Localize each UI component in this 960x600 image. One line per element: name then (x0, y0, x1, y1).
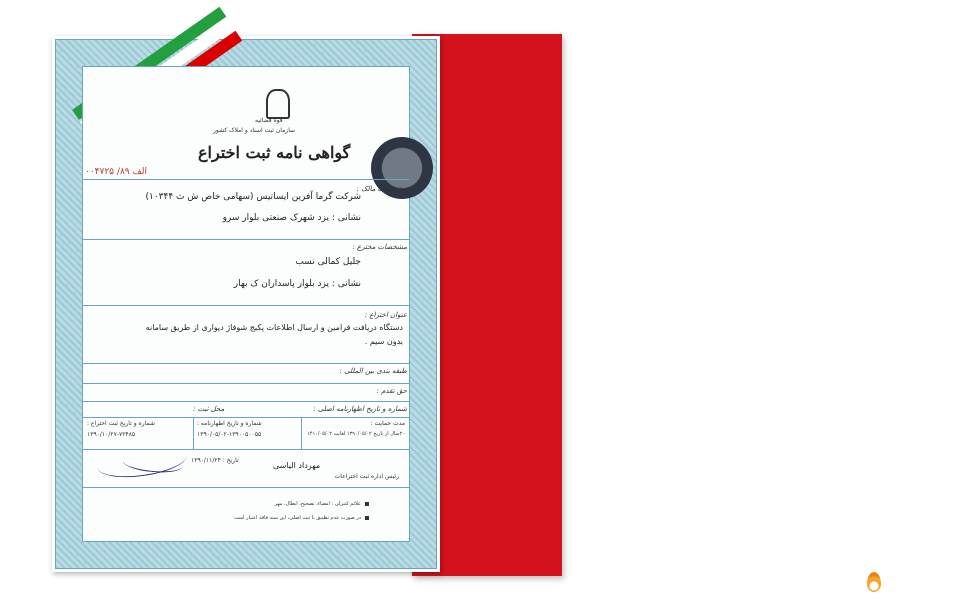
registration-label: شماره و تاریخ ثبت اختراع : (87, 420, 155, 427)
priority-label: حق تقدم : (376, 387, 407, 395)
validity-value: ۲۰سال از تاریخ ۱۳۹۰/۰۵/۰۲ لغایت ۱۴۱۰/۰۵/۰۲ (307, 431, 405, 437)
application-label: شماره و تاریخ اظهارنامه : (197, 420, 262, 427)
application-value: ۱۳۹۰/۰۵/۰۲-۱۳۹۰۰۵۰۰۵۵ (197, 431, 262, 438)
divider (83, 383, 409, 384)
inventor-label: مشخصات مخترع : (352, 243, 407, 251)
registration-value: ۱۳۹۰/۱۰/۲۷-۷۲۴۸۵ (87, 431, 136, 438)
official-title: رئیس اداره ثبت اختراعات (334, 473, 399, 480)
divider (83, 401, 409, 402)
flame-icon (867, 572, 881, 592)
brand-name: ایساتیس (887, 572, 960, 592)
registration-place-label: محل ثبت : (193, 405, 225, 413)
serial-number: الف ۸۹/ ۰۰۴۷۲۵ (85, 167, 148, 177)
table-divider (193, 417, 194, 449)
certificate-title: گواهی نامه ثبت اختراع (198, 143, 351, 162)
invention-title-line2: بدون سیم . (364, 337, 403, 346)
certificate-body (82, 66, 410, 542)
invention-label: عنوان اختراع : (364, 311, 407, 319)
table-top (83, 417, 409, 418)
invention-title-line1: دستگاه دریافت فرامین و ارسال اطلاعات پکیج شوفاژ دیواری از طریق سامانه (145, 323, 403, 332)
certificate (52, 36, 440, 572)
owner-label: مشخصات مالک : (356, 185, 407, 193)
owner-address: نشانی : یزد شهرک صنعتی بلوار سرو (222, 213, 361, 223)
divider (83, 363, 409, 364)
emblem-icon (266, 89, 290, 119)
inventor-address: نشانی : یزد بلوار پاسداران ک بهار (233, 279, 361, 289)
classification-label: طبقه بندی بین المللی : (339, 367, 407, 375)
footer-note-2: در صورت عدم تطبیق با ثبت اصلی، این سند فاقد اعتبار است (234, 515, 369, 521)
organization-label: سازمان ثبت اسناد و املاک کشور (213, 127, 296, 134)
brand-logo (867, 572, 960, 592)
divider (83, 305, 409, 306)
validity-label: مدت حمایت : (370, 420, 405, 427)
owner-name: شرکت گرما آفرین ایساتیس (سهامی خاص ش ث ۱۰۳۴۴) (145, 192, 361, 202)
divider (83, 239, 409, 240)
judiciary-label: قوه قضائیه (255, 117, 283, 124)
footer-note-1: علائم کنترلی : امضاء، تصحیح، ابطال، مهر (275, 501, 369, 507)
divider (83, 487, 409, 488)
inventor-name: جلیل کمالی نسب (295, 257, 361, 267)
original-number-label: شماره و تاریخ اظهارنامه اصلی : (313, 405, 407, 413)
table-divider (301, 417, 302, 449)
divider (83, 179, 409, 180)
official-name: مهرداد الیاسی (273, 461, 321, 470)
issue-date: تاریخ : ۱۳۹۰/۱۱/۲۴ (191, 457, 239, 464)
